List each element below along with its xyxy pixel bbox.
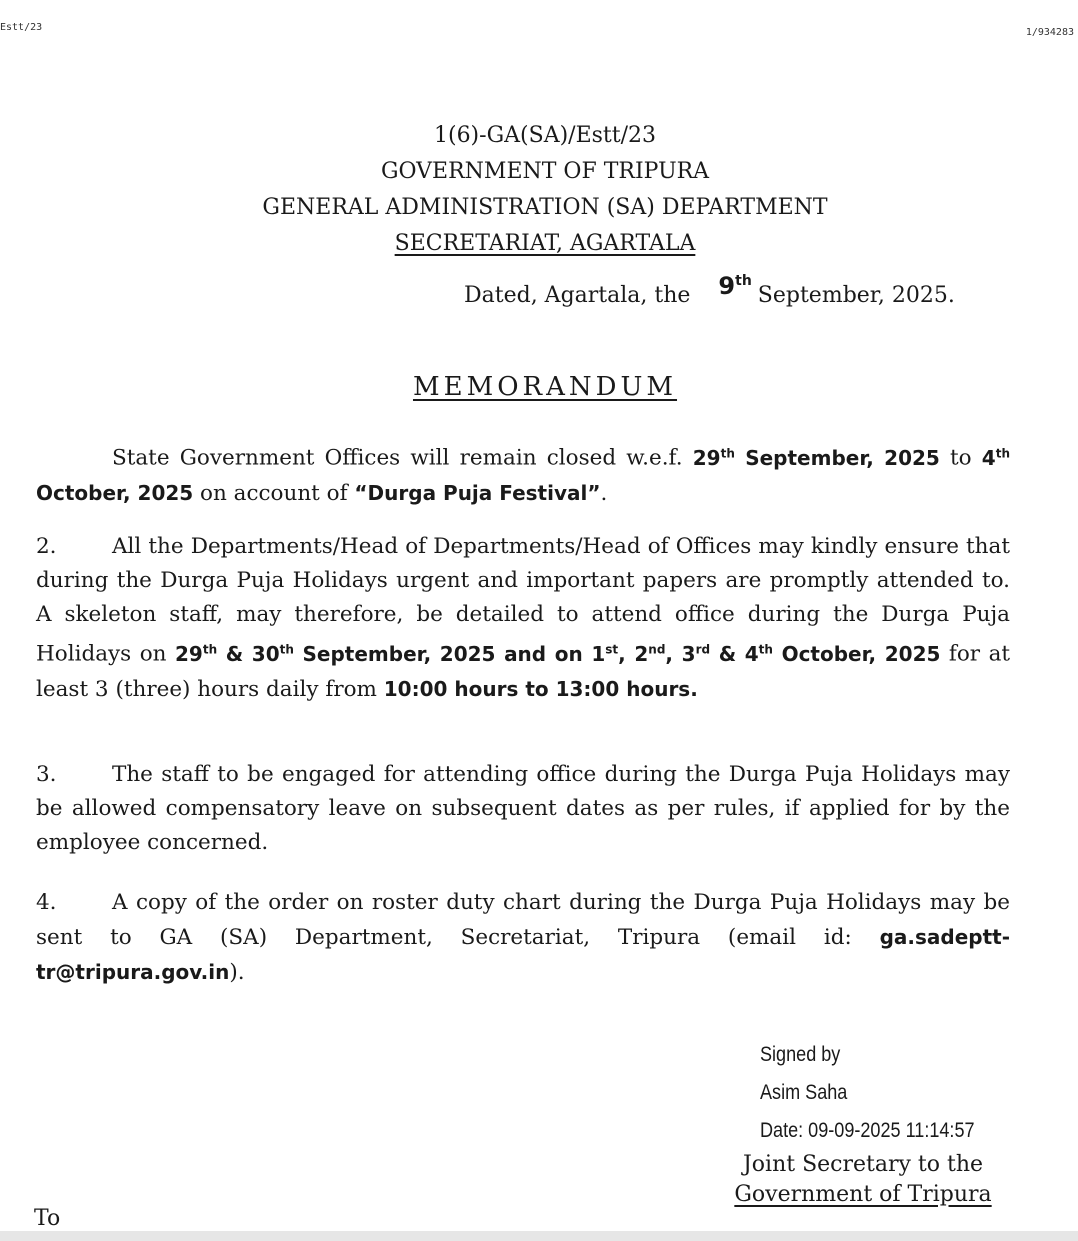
office-place: SECRETARIAT, AGARTALA [394, 231, 696, 256]
handwritten-day: 9th [718, 272, 752, 300]
date-prefix: Dated, Agartala, the [464, 283, 691, 308]
email-address: ga.sadeptt-tr@tripura.gov.in [36, 925, 1010, 984]
paragraph-3: 3. The staff to be engaged for attending office during the Durga Puja Holidays may be allowed compensatory leave on subsequent dates as per rules, if applied for by the employee concerned. [36, 758, 1010, 860]
letterhead [0, 118, 1078, 262]
date-suffix: September, 2025. [757, 283, 955, 308]
digital-signature-block [760, 1036, 975, 1150]
paragraph-4: 4. A copy of the order on roster duty chart during the Durga Puja Holidays may be sent to GA (SA) Department, Secretariat, Tripura (email id: ga.sadeptt-tr@tripura.gov.in). [36, 886, 1010, 990]
signer-name: Asim Saha [760, 1081, 848, 1104]
memorandum-title: MEMORANDUM [412, 372, 678, 402]
designation-title: Joint Secretary to the [742, 1152, 984, 1177]
department-name: GENERAL ADMINISTRATION (SA) DEPARTMENT [262, 195, 828, 220]
paragraph-number: 4. [36, 890, 57, 915]
corner-ref-right: 1/934283 [1025, 27, 1074, 38]
to-label: To [34, 1206, 61, 1231]
paragraph-number: 3. [36, 762, 57, 787]
signed-by-label: Signed by [760, 1043, 841, 1066]
signature-date: Date: 09-09-2025 11:14:57 [760, 1119, 975, 1142]
paragraph-number: 2. [36, 534, 57, 559]
designation-org: Government of Tripura [734, 1182, 992, 1207]
corner-ref-left: Estt/23 [0, 22, 43, 33]
designation [718, 1150, 1008, 1210]
paragraph-1: State Government Offices will remain closed w.e.f. 29th September, 2025 to 4th October, 2025 on account of “Durga Puja Festival”. [36, 445, 1010, 506]
bottom-bar [0, 1231, 1078, 1241]
paragraph-2: 2. All the Departments/Head of Departments/Head of Offices may kindly ensure that during the Durga Puja Holidays urgent and important papers are promptly attended to. A skeleton staff, may therefore, be detailed to attend office during the Durga Puja Holidays on 29th & 30th September, 2025 and on 1st, 2nd, 3rd & 4th October, 2025 for at least 3 (three) hours daily from 10:00 hours to 13:00 hours. [36, 530, 1010, 707]
date-line [464, 272, 955, 308]
government-name: GOVERNMENT OF TRIPURA [380, 159, 710, 184]
reference-number: 1(6)-GA(SA)/Estt/23 [433, 123, 657, 148]
